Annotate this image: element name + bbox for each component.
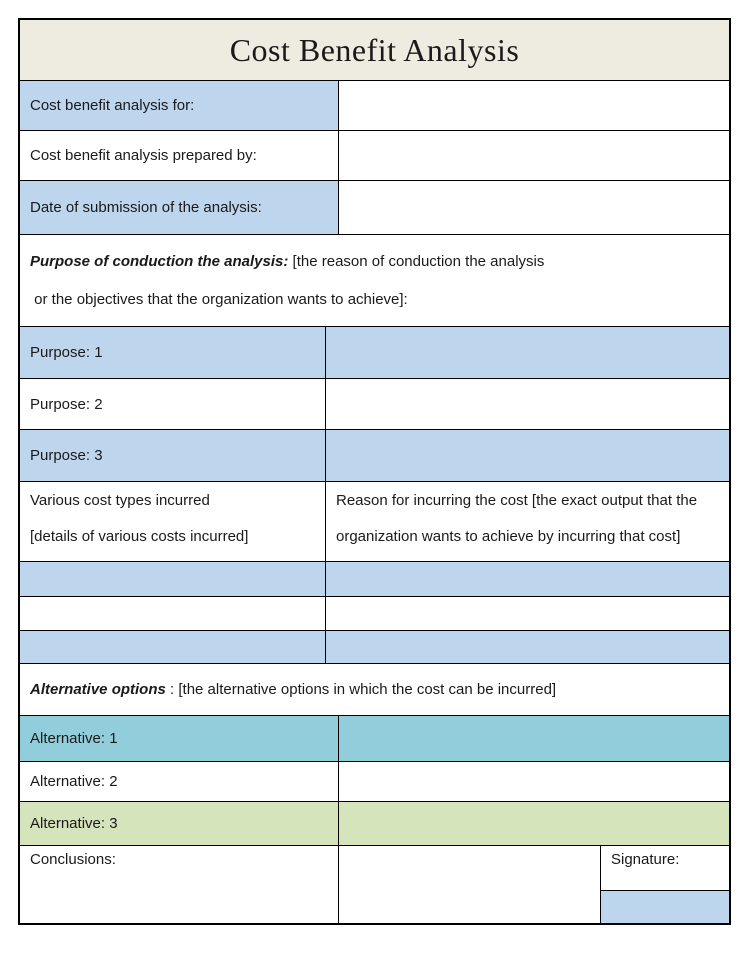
alternative-1-label: Alternative: 1 <box>20 716 338 761</box>
cost-entry-1-reason-input[interactable] <box>325 562 729 596</box>
cost-entry-row-2 <box>20 596 729 630</box>
cost-entry-row-3 <box>20 630 729 663</box>
purpose-2-label: Purpose: 2 <box>30 395 103 413</box>
prepared-by-label: Cost benefit analysis prepared by: <box>30 147 257 164</box>
footer-row <box>20 845 729 923</box>
field-row-prepared-by <box>20 130 729 180</box>
alternatives-heading <box>20 664 729 715</box>
purpose-2-row <box>20 378 729 429</box>
signature-label: Signature: <box>611 851 680 868</box>
alternative-1-input[interactable] <box>338 716 729 761</box>
prepared-by-input[interactable] <box>338 131 729 180</box>
cost-types-header-line2: [details of various costs incurred] <box>30 528 249 545</box>
cost-reason-header-line2: organization wants to achieve by incurring that cost] <box>336 528 681 545</box>
alternative-2-label: Alternative: 2 <box>30 773 118 790</box>
signature-input[interactable] <box>601 890 729 923</box>
alternative-3-label: Alternative: 3 <box>20 802 338 845</box>
purpose-heading-line2: or the objectives that the organization wants to achieve]: <box>30 291 408 308</box>
submission-date-input[interactable] <box>338 181 729 234</box>
alternative-2-input[interactable] <box>338 762 729 801</box>
alternatives-heading-bold: Alternative options <box>30 681 166 698</box>
cost-entry-3-reason-input[interactable] <box>325 631 729 663</box>
alternative-3-input[interactable] <box>338 802 729 845</box>
analysis-for-label: Cost benefit analysis for: <box>20 81 338 130</box>
purpose-heading <box>20 235 729 326</box>
purpose-3-label: Purpose: 3 <box>20 430 325 481</box>
submission-date-label: Date of submission of the analysis: <box>20 181 338 234</box>
cost-reason-header <box>325 482 729 561</box>
alternative-1-row <box>20 715 729 761</box>
cost-entry-2-reason-input[interactable] <box>325 597 729 630</box>
signature-cell <box>600 846 729 923</box>
cost-entry-row-1 <box>20 561 729 596</box>
cost-entry-2-type-input[interactable] <box>20 597 325 630</box>
field-row-analysis-for <box>20 80 729 130</box>
alternatives-heading-row <box>20 663 729 715</box>
field-row-submission-date <box>20 180 729 234</box>
alternative-3-row <box>20 801 729 845</box>
cost-types-header <box>20 482 325 561</box>
form-header-row <box>20 20 729 80</box>
cost-benefit-analysis-form <box>18 18 731 925</box>
cost-entry-3-type-input[interactable] <box>20 631 325 663</box>
page-title: Cost Benefit Analysis <box>229 31 520 68</box>
conclusions-input[interactable] <box>338 846 600 923</box>
purpose-1-input[interactable] <box>325 327 729 378</box>
purpose-heading-line1 <box>30 251 719 273</box>
cost-entry-1-type-input[interactable] <box>20 562 325 596</box>
conclusions-label: Conclusions: <box>30 851 116 868</box>
purpose-3-input[interactable] <box>325 430 729 481</box>
purpose-1-row <box>20 326 729 378</box>
cost-types-header-line1: Various cost types incurred <box>30 492 210 509</box>
purpose-2-input[interactable] <box>325 379 729 429</box>
purpose-1-label: Purpose: 1 <box>20 327 325 378</box>
purpose-heading-bold: Purpose of conduction the analysis: <box>30 253 289 270</box>
cost-header-row <box>20 481 729 561</box>
alternatives-heading-line <box>30 679 719 701</box>
alternative-2-row <box>20 761 729 801</box>
purpose-heading-tail: [the reason of conduction the analysis <box>288 253 545 270</box>
purpose-3-row <box>20 429 729 481</box>
purpose-heading-row <box>20 234 729 326</box>
alternatives-heading-tail: : [the alternative options in which the cost can be incurred] <box>165 681 557 698</box>
analysis-for-input[interactable] <box>338 81 729 130</box>
cost-reason-header-line1: Reason for incurring the cost [the exact output that the <box>336 492 698 509</box>
